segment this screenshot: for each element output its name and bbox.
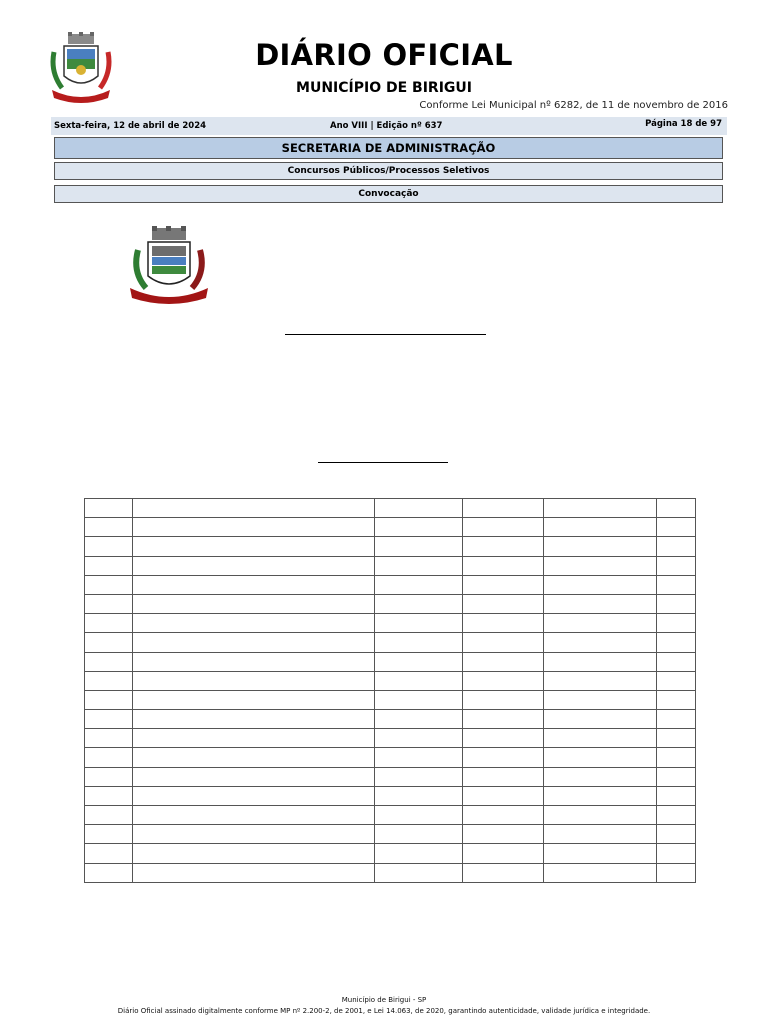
- table-cell: [375, 767, 463, 786]
- table-cell: [463, 537, 544, 556]
- table-cell: [463, 748, 544, 767]
- table-cell: [133, 499, 375, 518]
- table-row: [85, 690, 696, 709]
- table-cell: [85, 575, 133, 594]
- table-row: [85, 594, 696, 613]
- coat-of-arms-icon: [126, 226, 212, 304]
- data-table: [84, 498, 696, 883]
- table-row: [85, 518, 696, 537]
- table-cell: [657, 767, 696, 786]
- page-number: Página 18 de 97: [645, 119, 722, 129]
- table-row: [85, 556, 696, 575]
- edition-info-bar: [51, 117, 727, 135]
- edition-number: Ano VIII | Edição nº 637: [330, 121, 443, 131]
- divider-line: [318, 462, 448, 463]
- table-cell: [463, 825, 544, 844]
- table-cell: [463, 556, 544, 575]
- table-cell: [657, 614, 696, 633]
- table-cell: [657, 690, 696, 709]
- table-cell: [544, 556, 657, 575]
- table-row: [85, 729, 696, 748]
- table-row: [85, 825, 696, 844]
- table-cell: [463, 863, 544, 882]
- table-cell: [657, 671, 696, 690]
- table-cell: [463, 594, 544, 613]
- table-cell: [375, 671, 463, 690]
- table-cell: [544, 499, 657, 518]
- table-cell: [85, 633, 133, 652]
- table-cell: [375, 748, 463, 767]
- table-cell: [375, 614, 463, 633]
- table-cell: [85, 863, 133, 882]
- table-cell: [133, 594, 375, 613]
- table-row: [85, 748, 696, 767]
- table-cell: [85, 594, 133, 613]
- table-cell: [85, 710, 133, 729]
- table-cell: [544, 710, 657, 729]
- table-cell: [657, 710, 696, 729]
- table-cell: [133, 825, 375, 844]
- table-cell: [463, 614, 544, 633]
- table-cell: [544, 614, 657, 633]
- table-cell: [657, 729, 696, 748]
- table-cell: [657, 499, 696, 518]
- table-cell: [375, 786, 463, 805]
- table-cell: [375, 537, 463, 556]
- table-cell: [544, 594, 657, 613]
- page-title: DIÁRIO OFICIAL: [255, 38, 513, 72]
- table-cell: [133, 786, 375, 805]
- table-row: [85, 710, 696, 729]
- table-cell: [85, 748, 133, 767]
- table-row: [85, 844, 696, 863]
- table-cell: [463, 767, 544, 786]
- table-cell: [85, 556, 133, 575]
- table-row: [85, 652, 696, 671]
- table-cell: [544, 863, 657, 882]
- table-cell: [544, 671, 657, 690]
- table-cell: [375, 863, 463, 882]
- table-row: [85, 786, 696, 805]
- table-row: [85, 671, 696, 690]
- table-cell: [463, 518, 544, 537]
- table-cell: [375, 556, 463, 575]
- table-cell: [657, 556, 696, 575]
- table-row: [85, 806, 696, 825]
- table-cell: [463, 844, 544, 863]
- table-row: [85, 499, 696, 518]
- table-cell: [133, 767, 375, 786]
- table-cell: [657, 844, 696, 863]
- table-cell: [85, 786, 133, 805]
- category-header: Concursos Públicos/Processos Seletivos: [54, 162, 723, 180]
- table-cell: [133, 729, 375, 748]
- table-row: [85, 863, 696, 882]
- table-cell: [375, 633, 463, 652]
- footer-municipality: Município de Birigui - SP: [341, 996, 427, 1004]
- table-cell: [375, 710, 463, 729]
- table-cell: [544, 518, 657, 537]
- table-cell: [544, 537, 657, 556]
- table-cell: [657, 748, 696, 767]
- table-cell: [133, 575, 375, 594]
- table-cell: [544, 767, 657, 786]
- table-cell: [544, 690, 657, 709]
- table-cell: [657, 806, 696, 825]
- table-cell: [85, 499, 133, 518]
- table-cell: [85, 614, 133, 633]
- table-cell: [85, 729, 133, 748]
- table-cell: [133, 537, 375, 556]
- table-cell: [133, 633, 375, 652]
- table-cell: [463, 786, 544, 805]
- table-row: [85, 767, 696, 786]
- table-cell: [133, 652, 375, 671]
- table-cell: [463, 671, 544, 690]
- table-cell: [375, 825, 463, 844]
- signature-line: [285, 334, 486, 335]
- table-cell: [85, 806, 133, 825]
- table-cell: [544, 825, 657, 844]
- publication-date: Sexta-feira, 12 de abril de 2024: [54, 121, 207, 131]
- table-cell: [375, 729, 463, 748]
- table-cell: [85, 825, 133, 844]
- table-cell: [85, 844, 133, 863]
- table-cell: [133, 518, 375, 537]
- table-cell: [133, 690, 375, 709]
- table-cell: [544, 633, 657, 652]
- table-cell: [544, 652, 657, 671]
- table-cell: [375, 652, 463, 671]
- table-cell: [375, 499, 463, 518]
- table-cell: [85, 671, 133, 690]
- table-cell: [463, 690, 544, 709]
- table-cell: [85, 652, 133, 671]
- table-cell: [657, 537, 696, 556]
- footer-signature-notice: Diário Oficial assinado digitalmente conforme MP nº 2.200-2, de 2001, e Lei 14.063, de 2020, garantindo autenticidade, validade jurídica e integridade.: [117, 1007, 651, 1015]
- table-cell: [657, 633, 696, 652]
- table-cell: [657, 825, 696, 844]
- table-cell: [657, 594, 696, 613]
- table-cell: [375, 690, 463, 709]
- table-cell: [657, 863, 696, 882]
- table-cell: [463, 710, 544, 729]
- table-row: [85, 575, 696, 594]
- table-cell: [657, 652, 696, 671]
- table-cell: [375, 844, 463, 863]
- table-cell: [463, 729, 544, 748]
- table-cell: [133, 671, 375, 690]
- table-cell: [133, 863, 375, 882]
- table-cell: [463, 575, 544, 594]
- table-row: [85, 614, 696, 633]
- municipality-name: MUNICÍPIO DE BIRIGUI: [296, 80, 472, 96]
- table-cell: [463, 652, 544, 671]
- table-cell: [133, 748, 375, 767]
- table-cell: [375, 806, 463, 825]
- table-row: [85, 633, 696, 652]
- law-reference: Conforme Lei Municipal nº 6282, de 11 de novembro de 2016: [419, 100, 728, 111]
- table-cell: [85, 518, 133, 537]
- table-cell: [463, 806, 544, 825]
- table-cell: [133, 556, 375, 575]
- table-cell: [375, 575, 463, 594]
- table-cell: [133, 806, 375, 825]
- department-header: SECRETARIA DE ADMINISTRAÇÃO: [54, 137, 723, 159]
- table-cell: [544, 786, 657, 805]
- table-cell: [133, 614, 375, 633]
- table-cell: [544, 844, 657, 863]
- table-row: [85, 537, 696, 556]
- table-cell: [133, 844, 375, 863]
- table-cell: [85, 767, 133, 786]
- table-cell: [375, 594, 463, 613]
- table-cell: [544, 806, 657, 825]
- subcategory-header: Convocação: [54, 185, 723, 203]
- table-cell: [85, 690, 133, 709]
- table-cell: [85, 537, 133, 556]
- table-cell: [657, 575, 696, 594]
- table-cell: [657, 786, 696, 805]
- table-cell: [657, 518, 696, 537]
- table-cell: [375, 518, 463, 537]
- table-cell: [463, 633, 544, 652]
- table-cell: [463, 499, 544, 518]
- table-cell: [544, 729, 657, 748]
- table-cell: [544, 748, 657, 767]
- table-cell: [544, 575, 657, 594]
- table-cell: [133, 710, 375, 729]
